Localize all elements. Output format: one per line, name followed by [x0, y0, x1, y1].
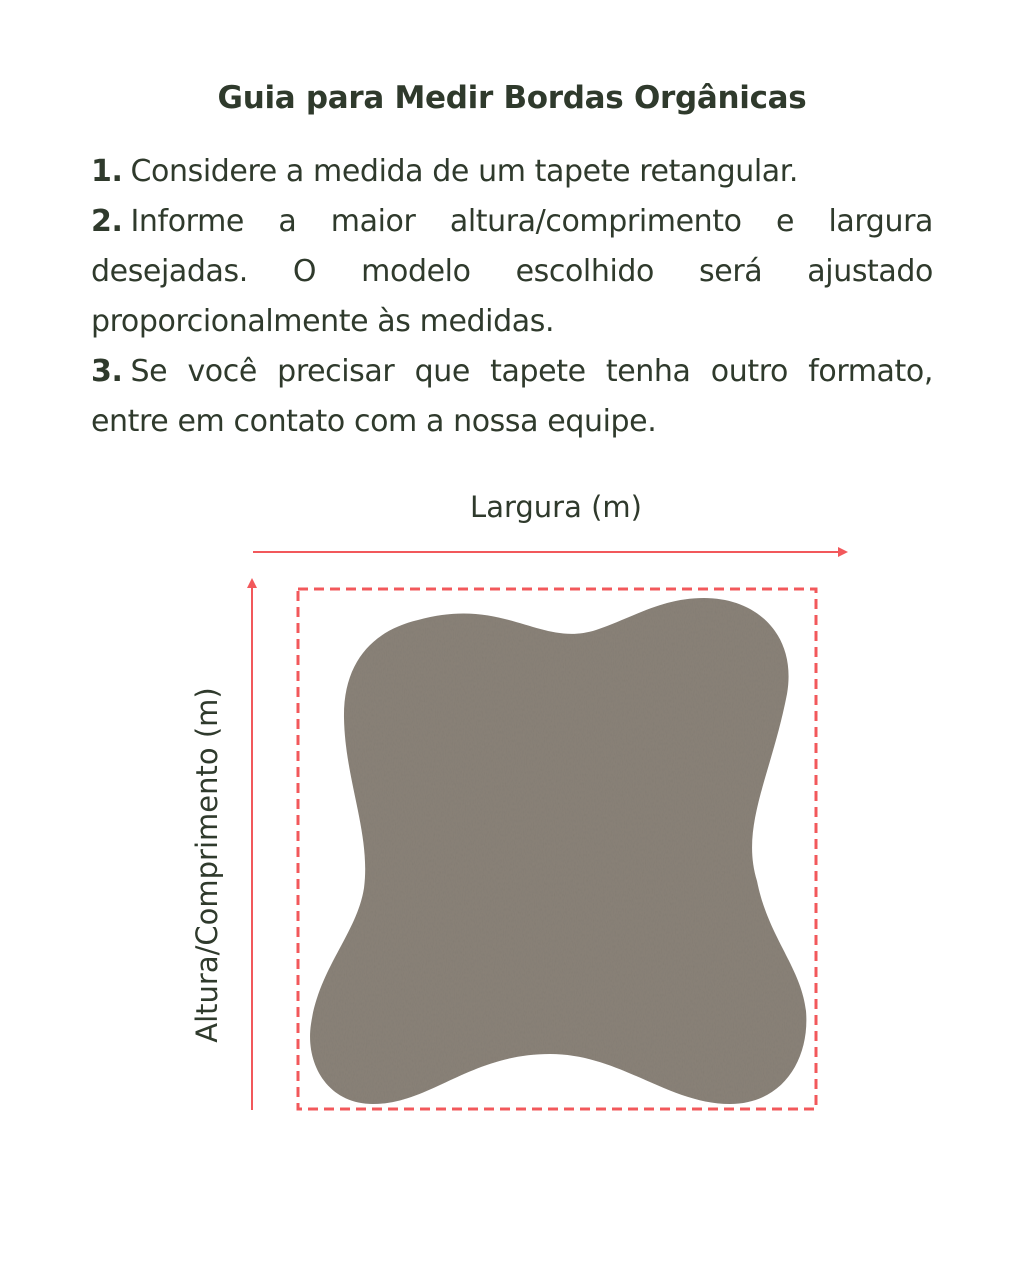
height-arrow-head: [247, 578, 257, 588]
page-title: Guia para Medir Bordas Orgânicas: [217, 80, 807, 116]
width-arrow: [253, 547, 848, 557]
step-text: Se você precisar que tapete tenha outro formato, entre em contato com a nossa equipe.: [91, 354, 933, 439]
step-number: 2.: [91, 204, 123, 239]
height-arrow: [247, 578, 257, 1110]
width-label: Largura (m): [470, 490, 642, 524]
width-arrow-head: [838, 547, 848, 557]
step-number: 3.: [91, 354, 123, 389]
step-number: 1.: [91, 154, 123, 189]
step-text: Considere a medida de um tapete retangular.: [130, 154, 799, 189]
rug-shape: [310, 598, 806, 1104]
height-label: Altura/Comprimento (m): [190, 687, 224, 1043]
step-text: Informe a maior altura/comprimento e largura desejadas. O modelo escolhido será ajustado proporcionalmente às medidas.: [91, 204, 933, 339]
